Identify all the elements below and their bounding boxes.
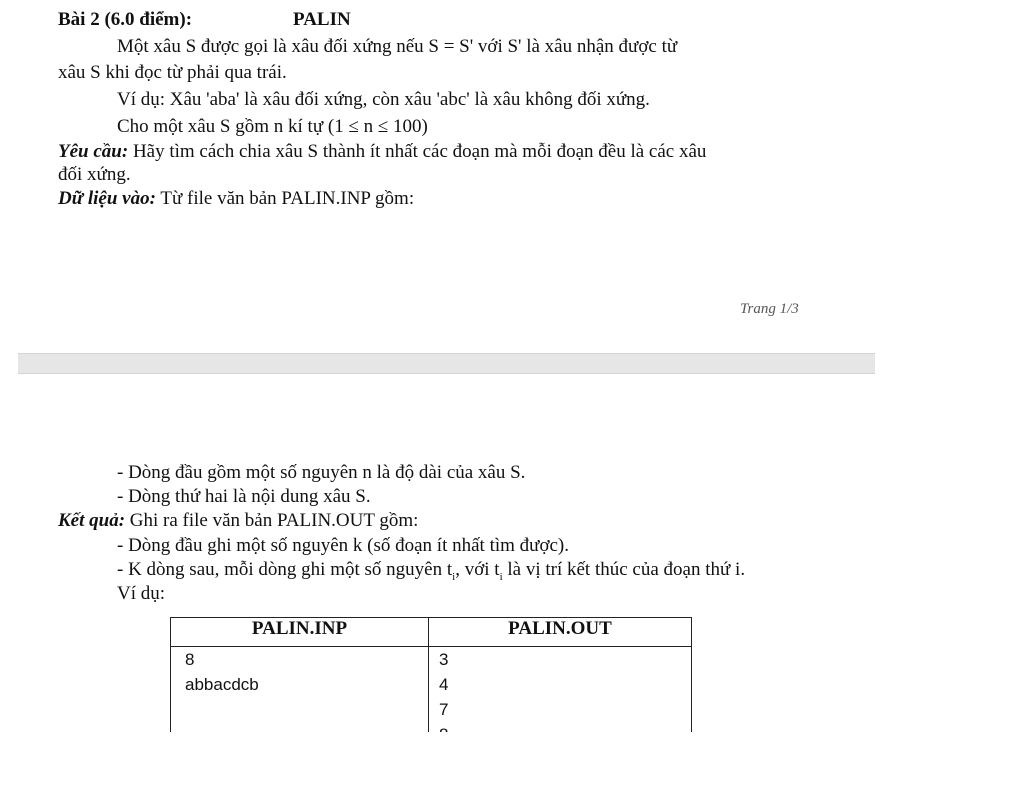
intro-constraint: Cho một xâu S gồm n kí tự (1 ≤ n ≤ 100) — [117, 116, 428, 137]
input-spec-label: Dữ liệu vào: — [58, 188, 156, 209]
header-palin-out: PALIN.OUT — [429, 618, 692, 647]
input-spec-text: Từ file văn bản PALIN.INP gồm: — [155, 188, 415, 209]
input-line-2: - Dòng thứ hai là nội dung xâu S. — [117, 486, 371, 507]
output-value: 3 — [439, 650, 449, 669]
intro-example: Ví dụ: Xâu 'aba' là xâu đối xứng, còn xâu 'abc' là xâu không đối xứng. — [117, 89, 650, 110]
intro-line-1: Một xâu S được gọi là xâu đối xứng nếu S = S' với S' là xâu nhận được từ — [117, 36, 678, 57]
output-line-2-b: , với t — [455, 559, 500, 580]
output-line-1: - Dòng đầu ghi một số nguyên k (số đoạn ít nhất tìm được). — [117, 535, 570, 556]
input-value: 8 — [185, 650, 195, 669]
input-value: abbacdcb — [185, 675, 259, 694]
output-line-2-sub2: i — [499, 570, 503, 583]
output-value: 4 — [439, 675, 449, 694]
output-spec-text: Ghi ra file văn bản PALIN.OUT gồm: — [125, 510, 419, 531]
example-label: Ví dụ: — [117, 583, 166, 604]
intro-line-2: xâu S khi đọc từ phải qua trái. — [58, 62, 287, 83]
input-spec-heading — [58, 188, 414, 210]
problem-title: PALIN — [293, 9, 351, 30]
output-line-2 — [117, 559, 745, 588]
output-line-2-sub1: i — [452, 570, 456, 583]
output-spec-heading — [58, 510, 418, 532]
page-number: Trang 1/3 — [740, 301, 799, 317]
crop-edge — [0, 732, 1024, 808]
input-line-1: - Dòng đầu gồm một số nguyên n là độ dài của xâu S. — [117, 462, 526, 483]
page-break-gap — [18, 353, 875, 374]
requirement-line-2: đối xứng. — [58, 164, 131, 185]
example-table — [170, 617, 692, 748]
output-line-2-c: là vị trí kết thúc của đoạn thứ i. — [502, 559, 746, 580]
example-table-header — [171, 618, 692, 647]
requirement-text: Hãy tìm cách chia xâu S thành ít nhất các đoạn mà mỗi đoạn đều là các xâu — [128, 141, 707, 162]
header-palin-inp: PALIN.INP — [171, 618, 429, 647]
output-line-2-a: - K dòng sau, mỗi dòng ghi một số nguyên t — [117, 559, 453, 580]
output-value: 7 — [439, 700, 449, 719]
requirement-label: Yêu cầu: — [58, 141, 129, 162]
requirement-line-1 — [58, 141, 706, 163]
problem-number: Bài 2 (6.0 điểm): — [58, 9, 193, 30]
output-spec-label: Kết quả: — [58, 510, 126, 531]
